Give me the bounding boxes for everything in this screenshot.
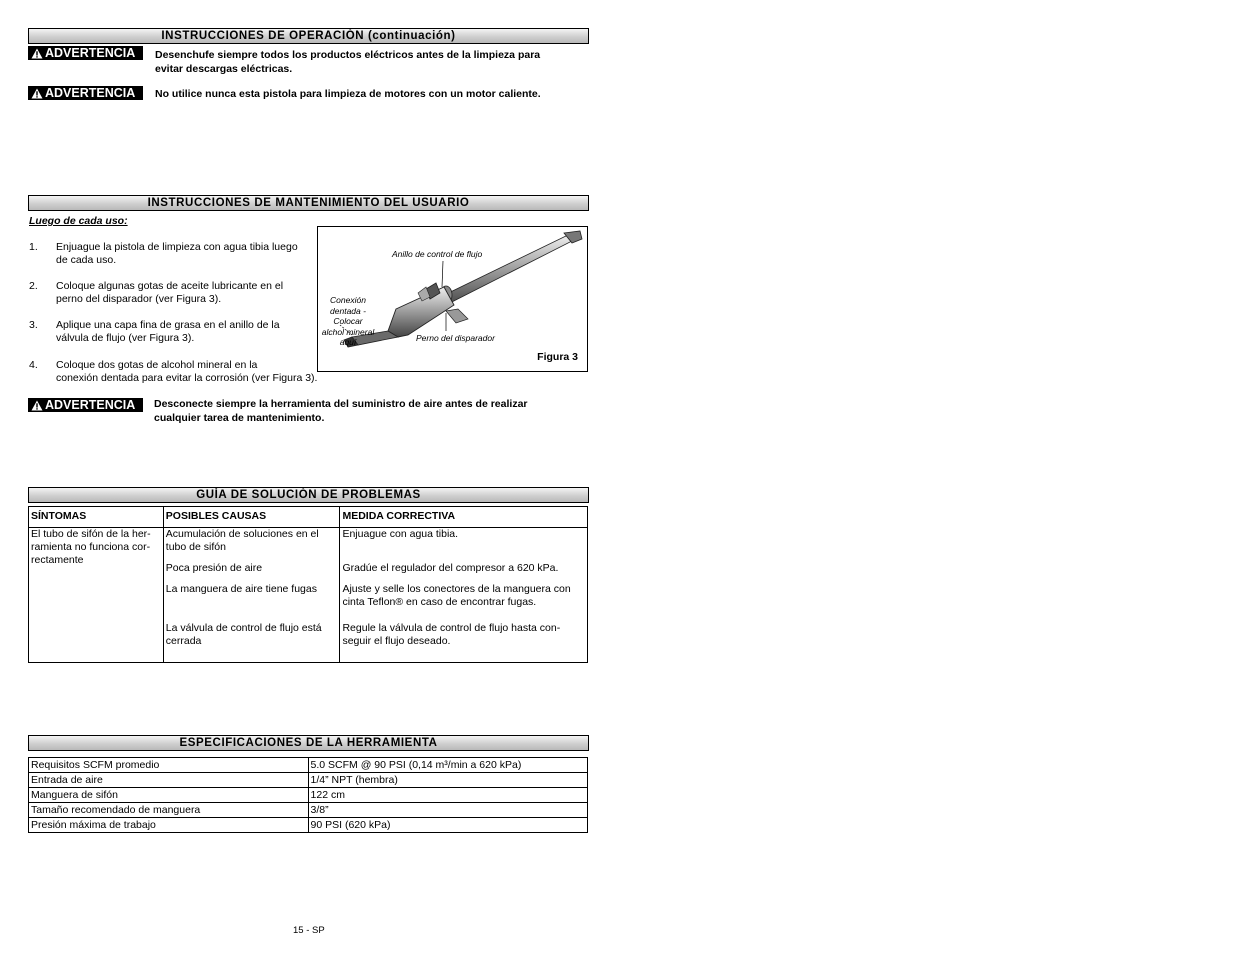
table-row — [29, 758, 588, 773]
step-text — [56, 319, 280, 345]
table-row — [29, 788, 588, 803]
cause-line: Acumulación de soluciones en el — [165, 528, 319, 540]
figure-label-line: Colocar — [333, 316, 363, 326]
figure-label-trigger-pin: Perno del disparador — [416, 333, 495, 343]
warning-text-3 — [154, 397, 528, 425]
figure-label-line: Conexión — [330, 295, 366, 305]
figure-3 — [317, 226, 588, 372]
warning-triangle-icon — [31, 88, 43, 99]
cause-item — [166, 528, 338, 562]
symptom-line: ramienta no funciona cor- — [31, 541, 151, 553]
remedy-item — [342, 583, 585, 622]
remedy-line: Regule la válvula de control de flujo hasta con- — [342, 622, 561, 634]
step-line: conexión dentada para evitar la corrosión (ver Figura 3). — [56, 372, 318, 384]
warning-badge-2 — [28, 86, 143, 100]
warning-text-2 — [155, 87, 541, 101]
table-row — [29, 803, 588, 818]
warning-triangle-icon — [31, 48, 43, 59]
step-line: Enjuague la pistola de limpieza con agua tibia luego — [56, 241, 298, 253]
remedy-item — [342, 622, 585, 648]
figure-label-flow-ring: Anillo de control de flujo — [392, 249, 483, 259]
step-number: 3. — [29, 319, 38, 331]
figure-label-line: dentada - — [330, 305, 366, 316]
step-line: Coloque dos gotas de alcohol mineral en la — [56, 359, 258, 371]
step-line: válvula de flujo (ver Figura 3). — [56, 332, 195, 344]
spec-label: Entrada de aire — [29, 773, 309, 788]
cause-line: Poca presión de aire — [165, 562, 263, 574]
cause-line: tubo de sifón — [165, 540, 226, 553]
cause-line: La manguera de aire tiene fugas — [165, 583, 317, 595]
symptom-line: El tubo de sifón de la her- — [31, 528, 151, 540]
maintenance-section-title: INSTRUCCIONES DE MANTENIMIENTO DEL USUARIO — [28, 195, 589, 211]
step-number: 4. — [29, 359, 38, 371]
column-header-remedy: MEDIDA CORRECTIVA — [340, 507, 588, 528]
column-header-causes: POSIBLES CAUSAS — [163, 507, 340, 528]
remedy-item — [342, 562, 585, 583]
warning-text-1 — [155, 48, 540, 76]
warning-text-line: cualquier tarea de mantenimiento. — [154, 412, 325, 424]
cause-line: La válvula de control de flujo está — [165, 622, 322, 634]
spec-value: 122 cm — [308, 788, 587, 803]
warning-label: ADVERTENCIA — [45, 46, 136, 60]
spec-value: 90 PSI (620 kPa) — [308, 818, 587, 833]
table-row — [29, 773, 588, 788]
spec-value: 5.0 SCFM @ 90 PSI (0,14 m³/min a 620 kPa) — [308, 758, 587, 773]
warning-badge-3 — [28, 398, 143, 412]
remedy-line: Ajuste y selle los conectores de la manguera con — [342, 583, 571, 595]
remedy-line: Gradúe el regulador del compresor a 620 kPa. — [342, 562, 559, 574]
remedy-cell — [340, 528, 588, 663]
cause-item — [166, 622, 338, 647]
figure-label-line: aquí — [339, 337, 357, 347]
specs-section-title: ESPECIFICACIONES DE LA HERRAMIENTA — [28, 735, 589, 751]
step-text — [56, 359, 317, 385]
figure-caption: Figura 3 — [537, 351, 578, 363]
table-row — [29, 528, 588, 663]
symptom-cell — [29, 528, 164, 663]
troubleshooting-table — [28, 506, 588, 663]
step-line: Aplique una capa fina de grasa en el anillo de la — [56, 319, 280, 331]
operation-section-title: INSTRUCCIONES DE OPERACIÓN (continuación) — [28, 28, 589, 44]
step-line: perno del disparador (ver Figura 3). — [56, 293, 222, 305]
warning-label: ADVERTENCIA — [45, 398, 136, 412]
table-row — [29, 818, 588, 833]
remedy-line: Enjuague con agua tibia. — [342, 528, 459, 540]
warning-text-line: evitar descargas eléctricas. — [155, 63, 293, 75]
causes-cell — [163, 528, 340, 663]
spec-label: Tamaño recomendado de manguera — [29, 803, 309, 818]
table-header-row — [29, 507, 588, 528]
step-line: de cada uso. — [56, 254, 117, 266]
spec-label: Requisitos SCFM promedio — [29, 758, 309, 773]
figure-label-line: alchol mineral — [321, 326, 375, 337]
column-header-symptoms: SÍNTOMAS — [29, 507, 164, 528]
spec-label: Presión máxima de trabajo — [29, 818, 309, 833]
cause-line: cerrada — [165, 634, 202, 647]
troubleshooting-section-title: GUÍA DE SOLUCIÓN DE PROBLEMAS — [28, 487, 589, 503]
warning-triangle-icon — [31, 400, 43, 411]
step-text — [56, 280, 283, 306]
step-line: Coloque algunas gotas de aceite lubricante en el — [56, 280, 284, 292]
warning-label: ADVERTENCIA — [45, 86, 136, 100]
warning-text-line: No utilice nunca esta pistola para limpieza de motores con un motor caliente. — [155, 88, 541, 100]
spec-value: 3/8” — [308, 803, 587, 818]
cause-item — [166, 562, 338, 583]
spec-value: 1/4” NPT (hembra) — [308, 773, 587, 788]
cause-item — [166, 583, 338, 622]
step-number: 1. — [29, 241, 38, 253]
warning-text-line: Desconecte siempre la herramienta del suministro de aire antes de realizar — [154, 398, 528, 410]
symptom-line: rectamente — [31, 554, 84, 566]
figure-label-barbed-connection — [318, 295, 378, 348]
step-text — [56, 241, 298, 267]
specs-table — [28, 757, 588, 833]
warning-text-line: Desenchufe siempre todos los productos eléctricos antes de la limpieza para — [155, 49, 541, 61]
page-number: 15 - SP — [293, 925, 325, 936]
remedy-line: seguir el flujo deseado. — [342, 635, 451, 647]
remedy-item — [342, 528, 585, 562]
maintenance-subtitle: Luego de cada uso: — [29, 215, 128, 227]
spec-label: Manguera de sifón — [29, 788, 309, 803]
warning-badge-1 — [28, 46, 143, 60]
remedy-line: cinta Teflon® en caso de encontrar fugas. — [342, 596, 537, 608]
step-number: 2. — [29, 280, 38, 292]
